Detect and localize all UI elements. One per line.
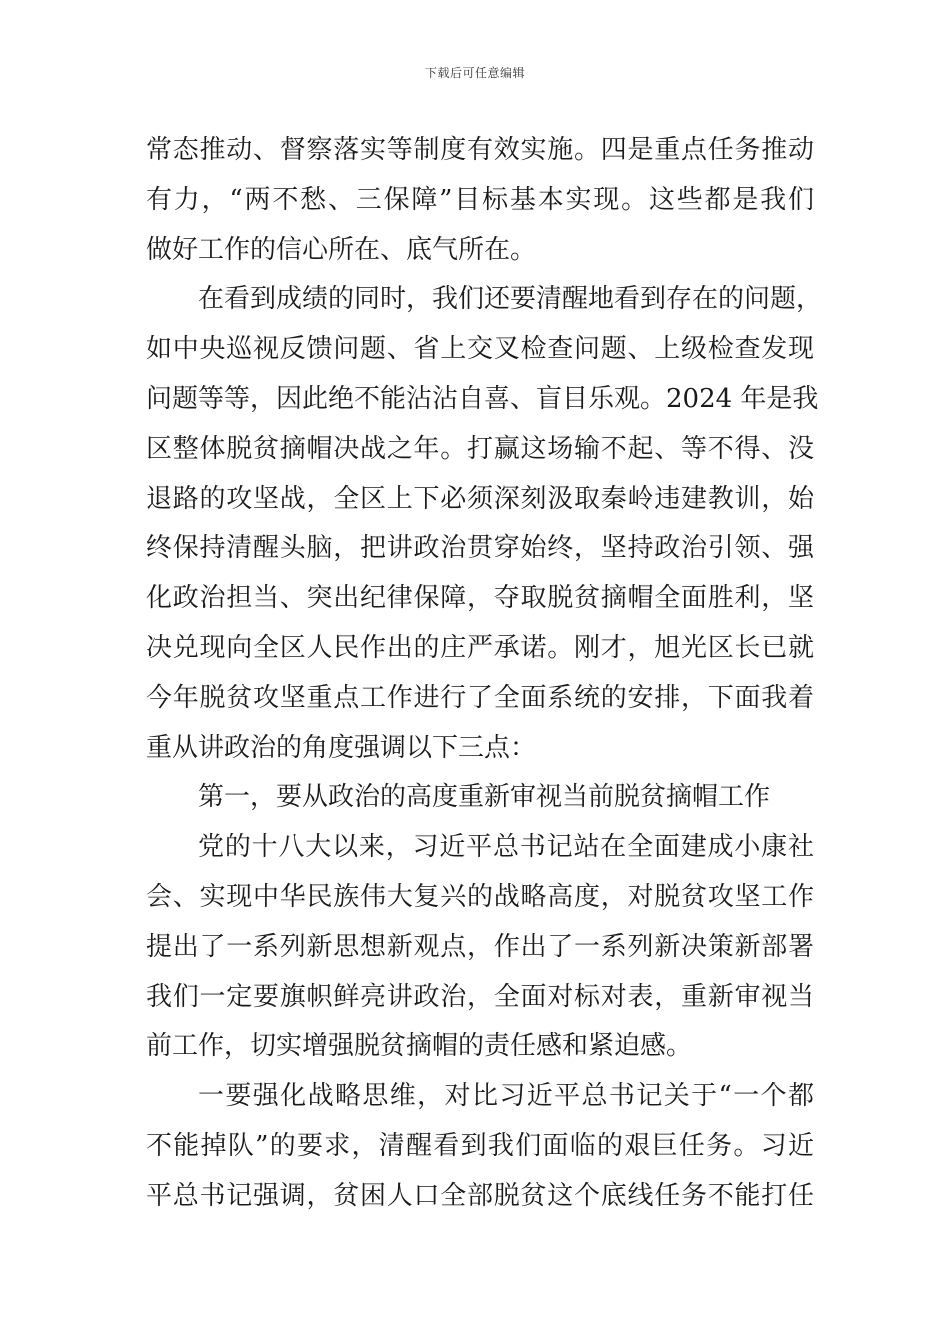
text-line: 化政治担当、突出纪律保障，夺取脱贫摘帽全面胜利，坚	[146, 583, 814, 614]
section-heading: 第一，要从政治的高度重新审视当前脱贫摘帽工作	[198, 782, 771, 813]
text-line: 在看到成绩的同时，我们还要清醒地看到存在的问题，	[198, 284, 823, 315]
text-line: 问题等等，因此绝不能沾沾自喜、盲目乐观。2024 年是我	[146, 383, 819, 414]
text-line: 做好工作的信心所在、底气所在。	[146, 234, 537, 265]
text-line: 一要强化战略思维，对比习近平总书记关于“一个都	[198, 1081, 814, 1112]
text-line: 党的十八大以来，习近平总书记站在全面建成小康社	[198, 832, 814, 863]
text-line: 平总书记强调，贫困人口全部脱贫这个底线任务不能打任	[146, 1180, 814, 1211]
text-line: 决兑现向全区人民作出的庄严承诺。刚才，旭光区长已就	[146, 632, 814, 663]
text-line: 我们一定要旗帜鲜亮讲政治，全面对标对表，重新审视当	[146, 981, 814, 1012]
text-line: 重从讲政治的角度强调以下三点：	[146, 732, 537, 763]
page-header: 下载后可任意编辑	[424, 66, 525, 80]
text-line: 会、实现中华民族伟大复兴的战略高度，对脱贫攻坚工作	[146, 881, 814, 912]
text-line: 前工作，切实增强脱贫摘帽的责任感和紧迫感。	[146, 1031, 693, 1062]
text-line: 终保持清醒头脑，把讲政治贯穿始终，坚持政治引领、强	[146, 533, 814, 564]
text-line: 不能掉队”的要求，清醒看到我们面临的艰巨任务。习近	[146, 1130, 814, 1161]
text-line: 退路的攻坚战，全区上下必须深刻汲取秦岭违建教训，始	[146, 483, 814, 514]
text-line: 如中央巡视反馈问题、省上交叉检查问题、上级检查发现	[146, 334, 814, 365]
text-line: 常态推动、督察落实等制度有效实施。四是重点任务推动	[146, 135, 814, 165]
text-line: 区整体脱贫摘帽决战之年。打赢这场输不起、等不得、没	[146, 433, 814, 464]
text-line: 提出了一系列新思想新观点，作出了一系列新决策新部署	[146, 931, 814, 962]
text-line: 有力，“两不愁、三保障”目标基本实现。这些都是我们	[146, 184, 814, 215]
document-body	[146, 126, 823, 1222]
text-line: 今年脱贫攻坚重点工作进行了全面系统的安排，下面我着	[146, 682, 814, 713]
